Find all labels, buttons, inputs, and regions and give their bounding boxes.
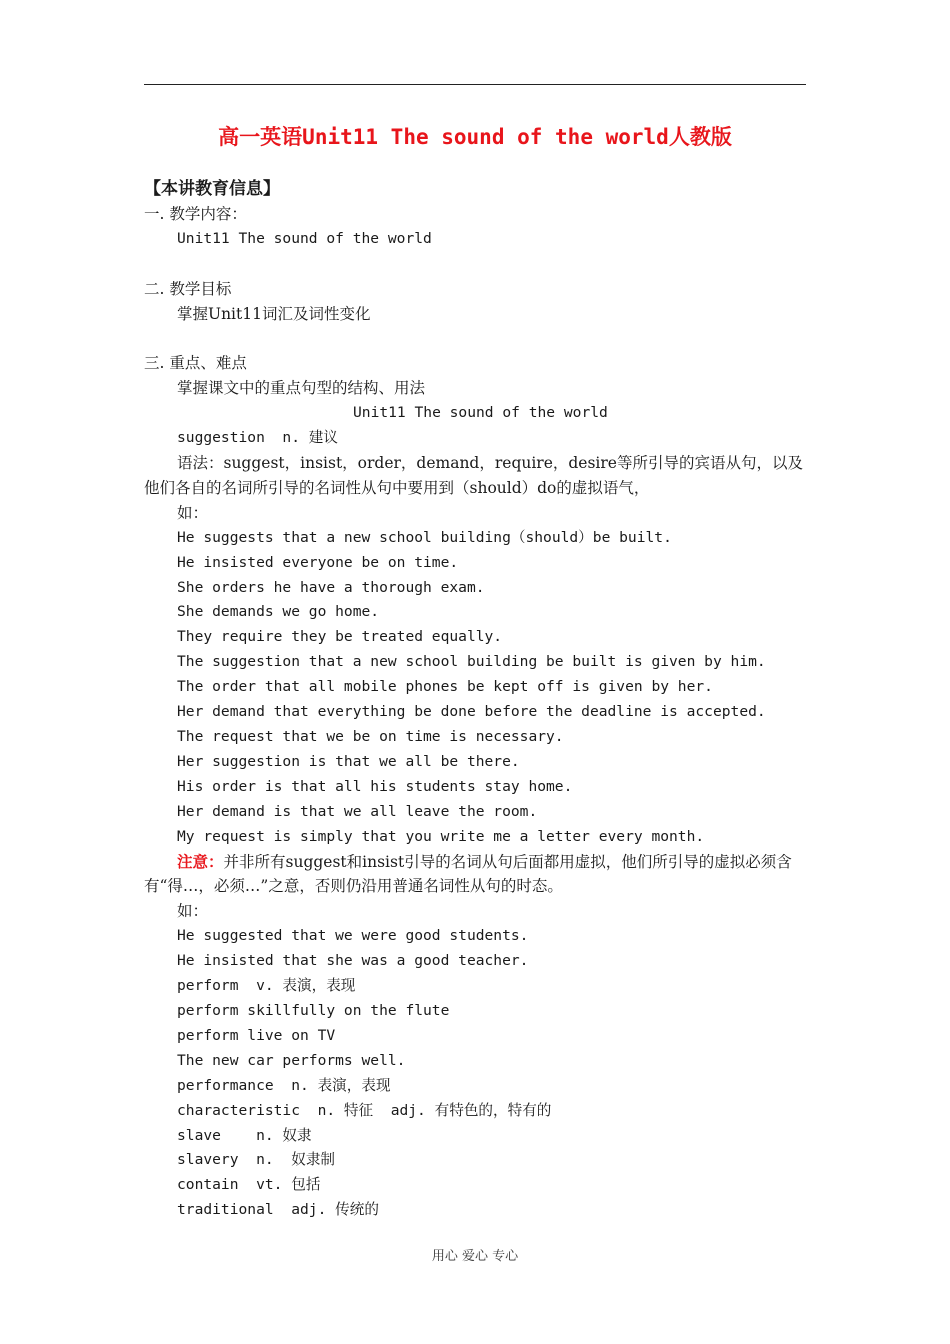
document-body bbox=[144, 176, 806, 1223]
section-3-label: 三. 重点、难点 bbox=[144, 354, 247, 373]
vocab-entry: performance n. 表演，表现 bbox=[177, 1076, 391, 1094]
example-sentence: They require they be treated equally. bbox=[177, 628, 503, 646]
section-2-content: 掌握Unit11词汇及词性变化 bbox=[177, 304, 371, 323]
example-sentence: He suggests that a new school building（should）be built. bbox=[177, 528, 672, 546]
vocab-entry: perform skillfully on the flute bbox=[177, 1001, 450, 1019]
section-1-label: 一. 教学内容： bbox=[144, 205, 247, 223]
page-footer: 用心 爱心 专心 bbox=[431, 1249, 519, 1264]
example-sentence: My request is simply that you write me a letter every month. bbox=[177, 827, 705, 845]
example-sentence: The order that all mobile phones be kept off is given by her. bbox=[177, 678, 713, 696]
spacer bbox=[144, 327, 806, 352]
note-label: 注意： bbox=[177, 851, 224, 871]
example-sentence: She orders he have a thorough exam. bbox=[177, 578, 485, 596]
info-heading: 【本讲教育信息】 bbox=[144, 179, 280, 199]
vocab-entry: perform v. 表演，表现 bbox=[177, 977, 356, 995]
vocab-entry: perform live on TV bbox=[177, 1026, 336, 1044]
note-text: 并非所有suggest和insist引导的名词从句后面都用虚拟，他们所引导的虚拟必须含有“得…，必须…”之意，否则仍沿用普通名词性从句的时态。 bbox=[144, 852, 792, 896]
example-intro: 如： bbox=[177, 902, 209, 921]
vocab-entry-suggestion: suggestion n. 建议 bbox=[177, 429, 338, 447]
example-sentence: He suggested that we were good students. bbox=[177, 927, 529, 945]
vocab-entry: contain vt. 包括 bbox=[177, 1176, 321, 1194]
example-sentence: The request that we be on time is necessary. bbox=[177, 728, 564, 745]
example-sentence: Her suggestion is that we all be there. bbox=[177, 752, 520, 770]
example-sentence: His order is that all his students stay home. bbox=[177, 777, 573, 795]
example-sentence: Her demand is that we all leave the room. bbox=[177, 802, 538, 820]
note-paragraph bbox=[144, 850, 806, 900]
example-sentence: The suggestion that a new school building be built is given by him. bbox=[177, 653, 766, 671]
example-sentence: He insisted everyone be on time. bbox=[177, 553, 459, 571]
section-1-content: Unit11 The sound of the world bbox=[177, 229, 432, 247]
document-title: 高一英语Unit11 The sound of the world人教版 bbox=[218, 125, 732, 149]
example-sentence: Her demand that everything be done before the deadline is accepted. bbox=[177, 703, 766, 721]
vocab-entry: The new car performs well. bbox=[177, 1051, 406, 1069]
example-sentence: He insisted that she was a good teacher. bbox=[177, 952, 529, 970]
spacer bbox=[144, 252, 806, 277]
example-intro: 如： bbox=[177, 503, 209, 522]
vocab-entry: traditional adj. 传统的 bbox=[177, 1201, 379, 1219]
grammar-paragraph: 语法：suggest，insist，order，demand，require，desire等所引导的宾语从句，以及他们各自的名词所引导的名词性从句中要用到（should）do的虚拟语气， bbox=[144, 454, 803, 497]
example-sentence: She demands we go home. bbox=[177, 603, 380, 621]
vocab-entry: slave n. 奴隶 bbox=[177, 1126, 312, 1144]
section-2-label: 二. 教学目标 bbox=[144, 279, 232, 298]
vocab-entry: characteristic n. 特征 adj. 有特色的，特有的 bbox=[177, 1101, 552, 1119]
header-rule bbox=[144, 84, 806, 85]
unit-subtitle: Unit11 The sound of the world bbox=[353, 404, 608, 422]
section-3-content: 掌握课文中的重点句型的结构、用法 bbox=[177, 379, 426, 398]
vocab-entry: slavery n. 奴隶制 bbox=[177, 1151, 336, 1169]
